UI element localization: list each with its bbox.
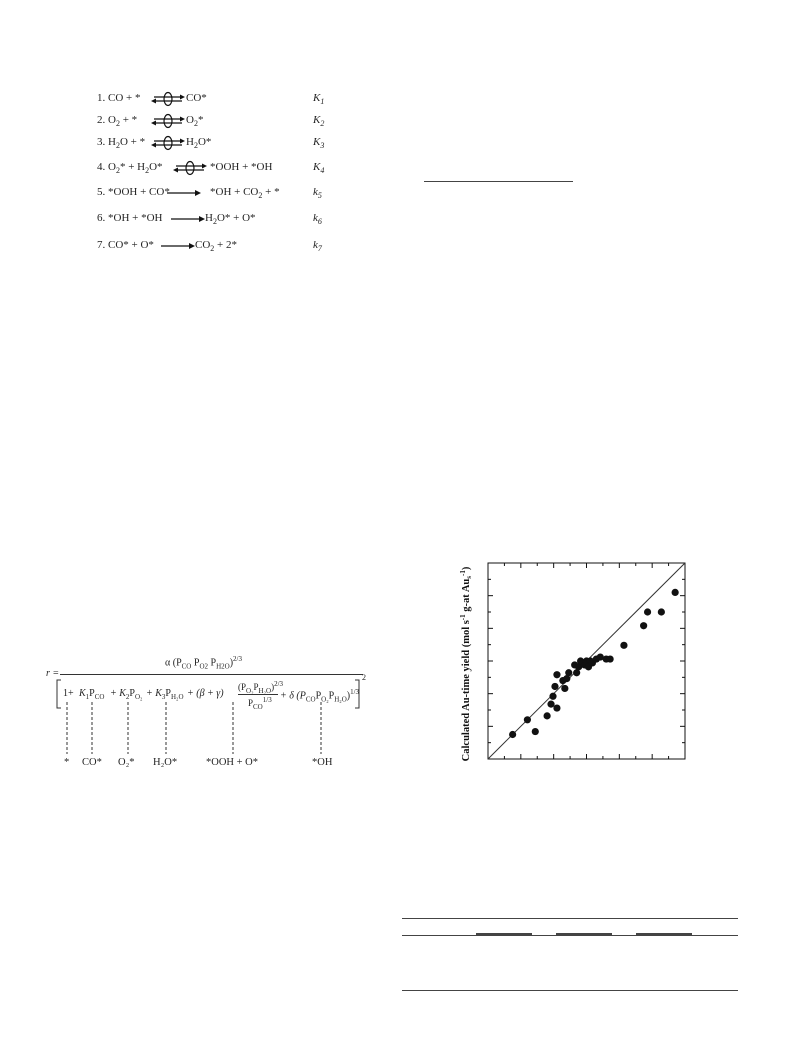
data-point (607, 655, 614, 662)
y-axis-label (459, 566, 473, 761)
reaction-rhs: $H_2O*$ (186, 136, 212, 151)
rate-constant: $k_5$ (313, 186, 322, 201)
reaction-lhs: 3. $H_2O$ + * (97, 136, 146, 151)
inner-fraction-numerator: $(P_{O_2}P_{H_2O})^{2/3}$ (238, 680, 284, 695)
reaction-lhs: 1. CO + * (97, 92, 141, 104)
reaction-rhs: $H_2O* + O*$ (205, 212, 256, 227)
forward-arrow-icon (170, 211, 206, 227)
data-point (640, 622, 647, 629)
equilibrium-arrow-icon (150, 91, 186, 107)
data-point (547, 701, 554, 708)
rate-symbol: r = (46, 668, 60, 679)
equilibrium-arrow-icon (150, 113, 186, 129)
parity-chart (450, 555, 700, 770)
reaction-rhs: $O_2*$ (186, 114, 204, 129)
denominator-term-k1: $K_1P_{CO}$ (79, 688, 105, 701)
rate-constant: $K_4$ (313, 161, 325, 176)
fraction-bar (60, 674, 363, 675)
data-point (532, 728, 539, 735)
reaction-rhs: $*OH + CO_2$ + * (210, 186, 280, 201)
reaction-lhs: 7. CO* + O* (97, 239, 154, 251)
species-label: * (64, 757, 70, 768)
forward-arrow-icon (166, 185, 202, 201)
data-point (553, 671, 560, 678)
data-point (620, 642, 627, 649)
data-point (672, 589, 679, 596)
species-label: O₂* (118, 757, 135, 768)
data-point (551, 683, 558, 690)
reaction-lhs: 5. *OOH + CO* (97, 186, 170, 198)
denominator-term-k2: + $K_2P_{O_2}$ (110, 688, 143, 701)
inner-fraction-denominator: $P_{CO}^{1/3}$ (248, 696, 272, 711)
data-point (553, 704, 560, 711)
data-point (509, 731, 516, 738)
table-bottom-rule (402, 990, 738, 991)
rate-numerator: α ($P_{CO}$ $P_{O2}$ $P_{H2O})^{2/3}$ (165, 655, 242, 671)
reaction-rhs: *OOH + *OH (210, 161, 273, 173)
reaction-rhs: $CO_2 + 2*$ (195, 239, 237, 254)
rate-constant: $k_6$ (313, 212, 322, 227)
forward-arrow-icon (160, 238, 196, 254)
reaction-rhs: CO* (186, 92, 207, 104)
species-connectors (0, 702, 400, 756)
rate-constant: $k_7$ (313, 239, 322, 254)
table-column-rule (636, 933, 692, 935)
equilibrium-arrow-icon (150, 135, 186, 151)
species-label: *OH (312, 757, 333, 768)
table-column-rule (556, 933, 612, 935)
denominator-term-1: 1+ (63, 688, 74, 699)
data-point (544, 712, 551, 719)
svg-text:Calculated Au-time yield (mol: Calculated Au-time yield (mol $s^{-1}$ g-at Aus$^{-1}$) (459, 566, 473, 762)
data-point (561, 685, 568, 692)
denominator-term-delta: + δ $(P_{CO}P_{O_2}P_{H_2O})^{1/3}$ (280, 688, 360, 704)
reaction-lhs: 4. $O_2* + H_2O*$ (97, 161, 163, 176)
section-rule (424, 181, 573, 182)
plot-area (488, 563, 685, 759)
data-point (549, 693, 556, 700)
rate-constant: $K_1$ (313, 92, 325, 107)
rate-constant: $K_2$ (313, 114, 325, 129)
species-label: *OOH + O* (206, 757, 259, 768)
denominator-term-beta-gamma: + (β + γ) (187, 688, 224, 699)
species-label: H₂O* (153, 757, 178, 768)
data-point (565, 669, 572, 676)
data-point (524, 716, 531, 723)
equilibrium-arrow-icon (172, 160, 208, 176)
species-label: CO* (82, 757, 102, 768)
table-header-rule (402, 935, 738, 936)
rate-constant: $K_3$ (313, 136, 325, 151)
inner-fraction-bar (238, 694, 278, 695)
reaction-lhs: 6. *OH + *OH (97, 212, 163, 224)
table-top-rule (402, 918, 738, 919)
data-point (644, 608, 651, 615)
data-point (658, 608, 665, 615)
reaction-lhs: 2. $O_2$ + * (97, 114, 138, 129)
outer-exponent: 2 (362, 673, 366, 682)
denominator-term-k3: + $K_3P_{H_2O}$ (146, 688, 184, 701)
table-column-rule (476, 933, 532, 935)
